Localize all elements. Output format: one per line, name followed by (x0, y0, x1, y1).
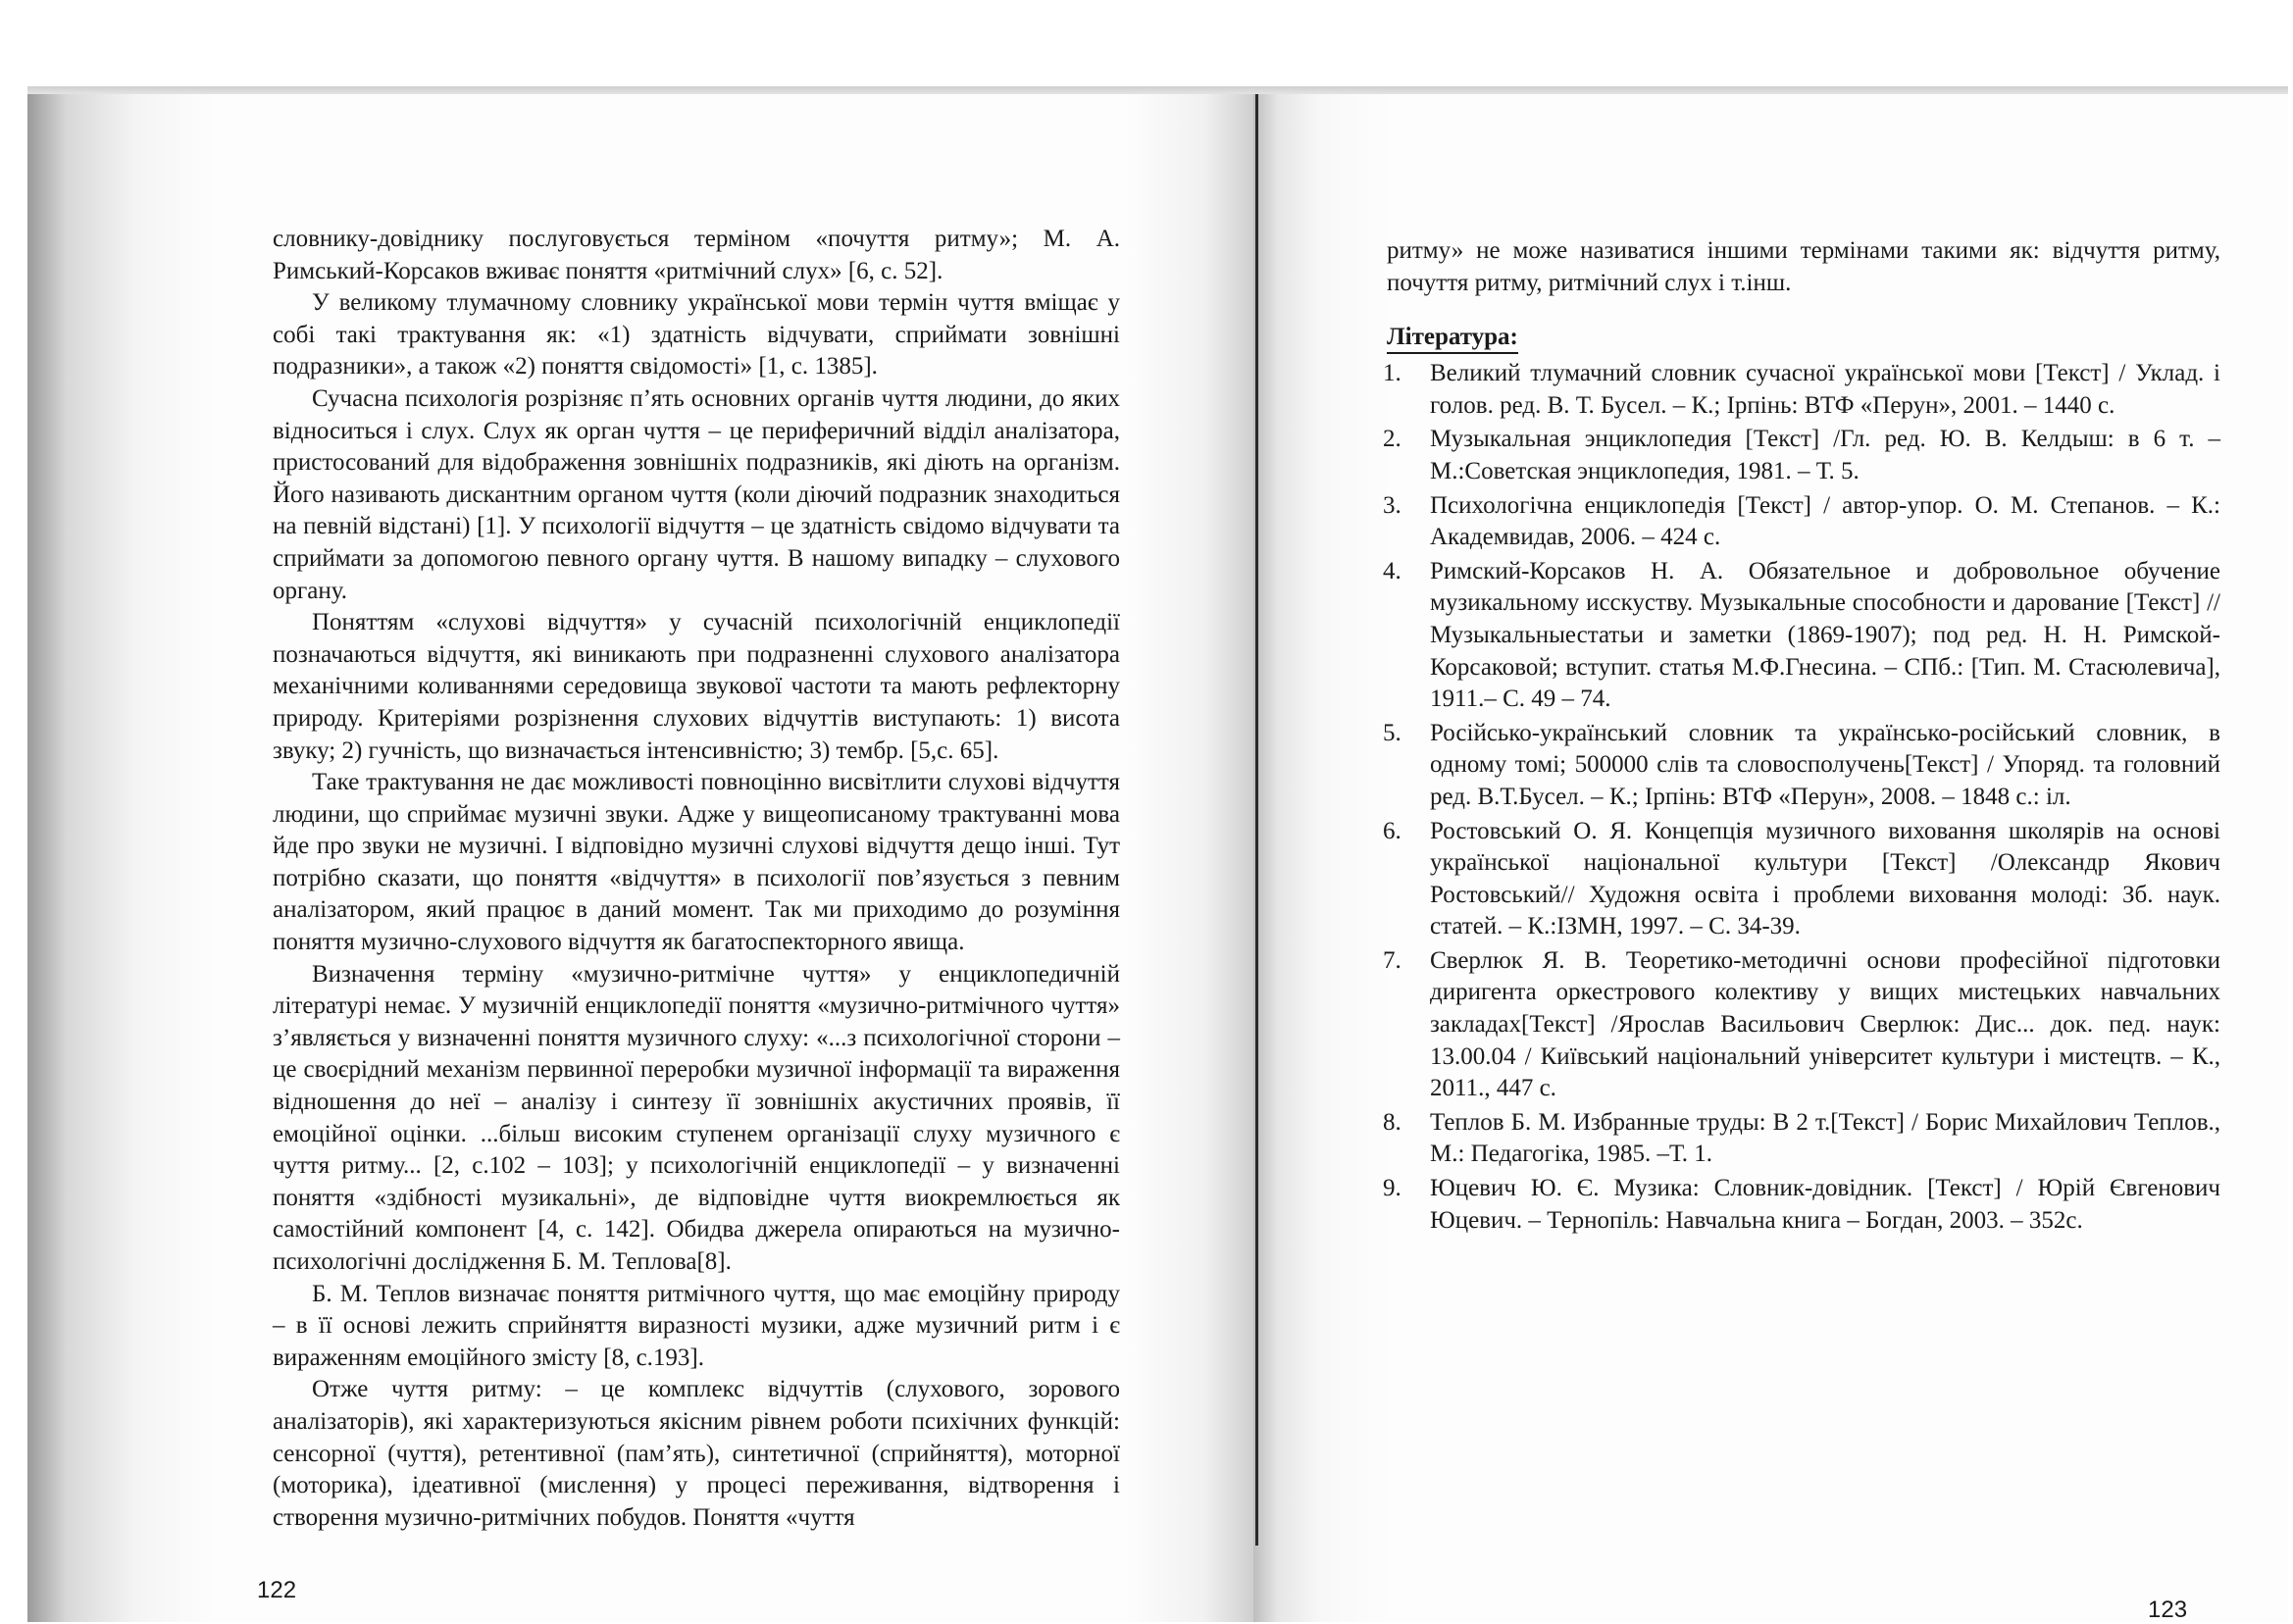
reference-item (1383, 816, 2220, 943)
right-page-text (1383, 235, 2220, 1239)
reference-text: Російсько-український словник та українсько-російський словник, в одному томі; 500000 слів та словосполучень[Текст] / Упоряд. та головний ред. В.Т.Бусел. – К.; Ірпінь: ВТФ «Перун», 2008. – 1848 с.: іл. (1430, 719, 2220, 810)
reference-number: 5. (1383, 719, 1401, 746)
reference-item (1383, 1107, 2220, 1171)
reference-item (1383, 945, 2220, 1105)
page-number-left: 122 (257, 1577, 297, 1603)
reference-number: 6. (1383, 817, 1401, 844)
reference-number: 1. (1383, 360, 1401, 387)
reference-text: Юцевич Ю. Є. Музика: Словник-довідник. [Текст] / Юрій Євгенович Юцевич. – Тернопіль: Навчальна книга – Богдан, 2003. – 352с. (1430, 1175, 2220, 1234)
paragraph: Б. М. Теплов визначає поняття ритмічного чуття, що має емоційну природу – в її основі лежить сприйняття виразності музики, адже музичний ритм і є вираженням емоційного змісту [8, с.193]. (273, 1280, 1120, 1371)
paragraph: Визначення терміну «музично-ритмічне чуття» у енциклопедичній літературі немає. У музичній енциклопедії поняття «музично-ритмічного чуття» з’являється у визначенні поняття музичного слуху: «...з психологічної сторони – це своєрідний механізм первинної переробки музичної інформації та вираження відношення до неї – аналізу і синтезу її зовнішніх акустичних проявів, її емоційної оцінки. ...більш високим ступенем організації слуху музичного є чуття ритму... [2, с.102 – 103]; у психологічній енциклопедії – у визначенні поняття «здібності музикальні», де відповідне чуття виокремлюється як самостійний компонент [4, с. 142]. Обидва джерела опираються на музично-психологічні дослідження Б. М. Теплова[8]. (273, 960, 1120, 1275)
paragraph: Отже чуття ритму: – це комплекс відчуттів (слухового, зорового аналізаторів), які характеризуються якісним рівнем роботи психічних функцій: сенсорної (чуття), ретентивної (пам’ять), синтетичної (сприйняття), моторної (моторика), ідеативної (мислення) у процесі переживання, відтворення і створення музично-ритмічних побудов. Поняття «чуття (273, 1376, 1120, 1531)
reference-item (1383, 424, 2220, 487)
reference-text: Психологічна енциклопедія [Текст] / автор-упор. О. М. Степанов. – К.: Академвидав, 2006. – 424 с. (1430, 491, 2220, 551)
paragraph: Таке трактування не дає можливості повноцінно висвітлити слухові відчуття людини, що сприймає музичні звуки. Адже у вищеописаному трактуванні мова йде про звуки не музичні. І відповідно музичні слухові відчуття дещо інші. Тут потрібно сказати, що поняття «відчуття» в психології пов’язується з певним аналізатором, який працює в даний момент. Так ми приходимо до розуміння поняття музично-слухового відчуття як багатоспекторного явища. (273, 769, 1120, 956)
literature-heading: Література: (1387, 323, 1518, 354)
reference-text: Сверлюк Я. В. Теоретико-методичні основи професійної підготовки диригента оркестрового колективу у вищих мистецьких навчальних закладах[Текст] /Ярослав Васильович Сверлюк: Дис... док. пед. наук: 13.00.04 / Київський національний університет культури і мистецтв. – К., 2011., 447 с. (1430, 946, 2220, 1102)
reference-text: Великий тлумачний словник сучасної української мови [Текст] / Уклад. і голов. ред. В. Т. Бусел. – К.; Ірпінь: ВТФ «Перун», 2001. – 1440 с. (1430, 360, 2220, 419)
reference-number: 3. (1383, 491, 1401, 519)
reference-text: Римский-Корсаков Н. А. Обязательное и добровольное обучение музикальному исскуству. Музыкальные способности и дарование [Текст] // Музыкальныестатьи и заметки (1869-1907); под ред. Н. Н. Римской-Корсаковой; вступит. статья М.Ф.Гнесина. – СПб.: [Тип. М. Стасюлевича], 1911.– С. 49 – 74. (1430, 557, 2220, 713)
paragraph: Сучасна психологія розрізняє п’ять основних органів чуття людини, до яких відноситься і слух. Слух як орган чуття – це периферичний відділ аналізатора, пристосований для відображення зовнішніх подразників, які діють на організм. Його називають дискантним органом чуття (коли діючий подразник знаходиться на певній відстані) [1]. У психології відчуття – це здатність свідомо відчувати та сприймати за допомогою певного органу чуття. В нашому випадку – слухового органу. (273, 384, 1120, 604)
reference-number: 9. (1383, 1175, 1401, 1202)
intro-paragraph: ритму» не може називатися іншими термінами такими як: відчуття ритму, почуття ритму, ритмічний слух і т.інш. (1387, 237, 2220, 296)
left-page-text (273, 224, 1120, 1534)
reference-number: 7. (1383, 946, 1401, 974)
page-number-right: 123 (2148, 1597, 2188, 1623)
reference-item (1383, 358, 2220, 422)
reference-text: Теплов Б. М. Избранные труды: В 2 т.[Текст] / Борис Михайлович Теплов., М.: Педагогіка, 1985. –Т. 1. (1430, 1108, 2220, 1168)
paragraph: У великому тлумачному словнику української мови термін чуття вміщає у собі такі трактування як: «1) здатність відчувати, сприймати зовнішні подразники», а також «2) поняття свідомості» [1, с. 1385]. (273, 289, 1120, 381)
reference-number: 2. (1383, 426, 1401, 453)
reference-item (1383, 556, 2220, 716)
reference-list (1383, 358, 2220, 1237)
reference-item (1383, 718, 2220, 814)
reference-text: Музыкальная энциклопедия [Текст] /Гл. ред. Ю. В. Келдыш: в 6 т. – М.:Советская энциклопедия, 1981. – Т. 5. (1430, 426, 2220, 484)
reference-item (1383, 1173, 2220, 1237)
reference-number: 8. (1383, 1108, 1401, 1136)
reference-number: 4. (1383, 557, 1401, 584)
paragraph: словнику-довіднику послуговується терміном «почуття ритму»; М. А. Римський-Корсаков вживає поняття «ритмічний слух» [6, с. 52]. (273, 226, 1120, 284)
paragraph: Поняттям «слухові відчуття» у сучасній психологічній енциклопедії позначаються відчуття, які виникають при подразненні слухового аналізатора механічними коливаннями середовища звукової частоти та мають рефлекторну природу. Критеріями розрізнення слухових відчуттів виступають: 1) висота звуку; 2) гучність, що визначається інтенсивністю; 3) тембр. [5,с. 65]. (273, 609, 1120, 764)
reference-text: Ростовський О. Я. Концепція музичного виховання школярів на основі української національної культури [Текст] /Олександр Якович Ростовський// Художня освіта і проблеми виховання молоді: Зб. наук. статей. – К.:ІЗМН, 1997. – С. 34-39. (1430, 817, 2220, 940)
reference-item (1383, 490, 2220, 554)
book-spine (1255, 94, 1258, 1546)
